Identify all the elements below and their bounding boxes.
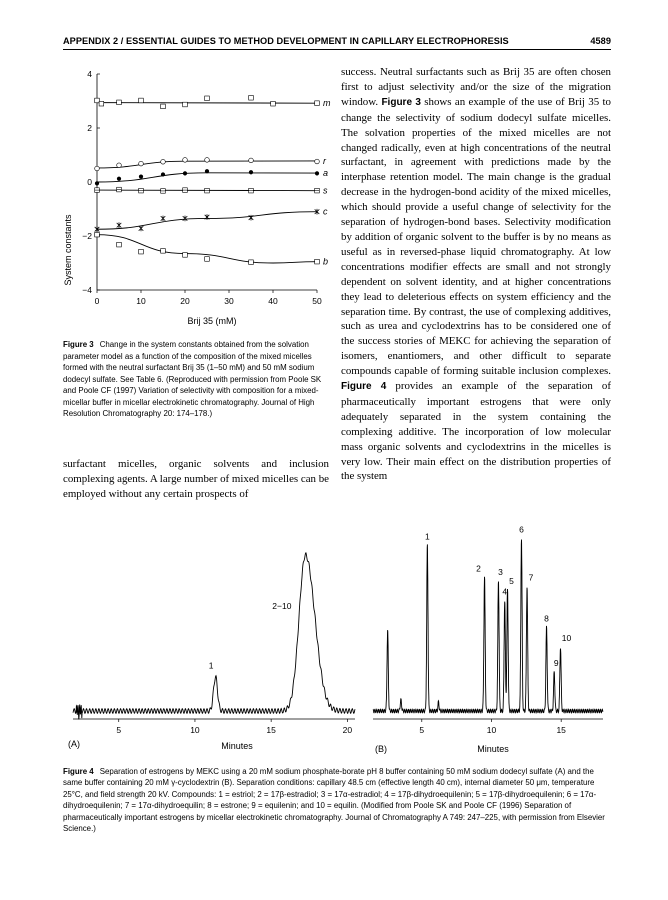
fig4b-peak-label: 9 bbox=[553, 657, 559, 668]
fig3-data-point bbox=[95, 181, 99, 185]
circle-marker bbox=[161, 159, 166, 164]
fig3-x-tick-label: 0 bbox=[94, 296, 100, 306]
left-column-text bbox=[63, 457, 329, 502]
circle-marker bbox=[249, 158, 254, 163]
fig3-series-label-b: b bbox=[323, 256, 329, 267]
figure4-caption-text: Separation of estrogens by MEKC using a 20 mM sodium phosphate-borate pH 8 buffer containing 50 mM sodium dodecyl sulfate (A) and the same buffer containing 20 mM γ-cyclodextrin (B). Separation conditions: capillary 48.5 cm (effective length 40 cm), internal diameter 50 μm, temperature 25°C, and field strength 20 kV. Compounds: 1 = estriol; 2 = 17β-estradiol; 3 = 17α-estradiol; 4 = 17β-dihydroequilenin; 5 = 17β-dihydroequilenin; 6 = 17α-dihydroequilenin; 7 = 17α-dihydroequilin; 8 = estrone; 9 = equilenin; and 10 = equilin. (Modified from Poole SK and Poole CF (1996) Separation of pharmaceutically important estrogens by micellar electrokinetic chromatography. Journal of Chromatography A 749: 247–225, with permission from Elsevier Science.) bbox=[63, 767, 605, 834]
square-marker bbox=[205, 96, 210, 101]
fig4a-peak-label: 1 bbox=[208, 660, 214, 671]
filled-circle-marker bbox=[139, 175, 143, 179]
fig3-data-point bbox=[183, 102, 188, 107]
fig3-data-point bbox=[117, 100, 122, 105]
figure4-reference[interactable]: Figure 4 bbox=[341, 381, 387, 393]
fig3-data-point bbox=[161, 189, 166, 194]
header-title: APPENDIX 2 / ESSENTIAL GUIDES TO METHOD DEVELOPMENT IN CAPILLARY ELECTROPHORESIS bbox=[63, 36, 509, 46]
circle-marker bbox=[315, 159, 320, 164]
fig3-data-point bbox=[249, 215, 254, 221]
fig4a-trace bbox=[73, 553, 355, 720]
fig3-data-point bbox=[205, 257, 210, 262]
fig3-data-point bbox=[183, 216, 188, 222]
fig3-data-point bbox=[315, 259, 320, 264]
fig3-data-point bbox=[117, 187, 122, 192]
square-marker bbox=[117, 100, 122, 105]
fig3-data-point bbox=[183, 253, 188, 258]
running-header bbox=[63, 36, 611, 50]
fig4b-peak-label: 10 bbox=[561, 632, 572, 643]
fig3-data-point bbox=[271, 101, 276, 106]
fig3-data-point bbox=[161, 159, 166, 164]
fig3-fit-line-m bbox=[97, 103, 317, 104]
fig4b-trace bbox=[373, 540, 603, 713]
square-marker bbox=[183, 102, 188, 107]
fig4b-x-tick-label: 15 bbox=[556, 725, 566, 735]
fig3-data-point bbox=[315, 188, 320, 193]
fig3-data-point bbox=[117, 177, 121, 181]
fig3-data-point bbox=[249, 158, 254, 163]
figure3-chart bbox=[55, 60, 345, 340]
fig3-data-point bbox=[183, 158, 188, 163]
square-marker bbox=[139, 249, 144, 254]
fig3-data-point bbox=[161, 249, 166, 254]
fig3-data-point bbox=[139, 98, 144, 103]
fig3-data-point bbox=[117, 222, 122, 228]
fig3-x-tick-label: 20 bbox=[180, 296, 190, 306]
paragraph-seg-1: success. Neutral surfactants such as Brij 35 are often chosen first to adjust selectivity and/or the size of the migration window. bbox=[341, 66, 611, 108]
figure4-caption bbox=[63, 766, 615, 834]
circle-marker bbox=[139, 161, 144, 166]
square-marker bbox=[117, 242, 122, 247]
fig3-data-point bbox=[161, 172, 165, 176]
fig3-data-point bbox=[315, 171, 319, 175]
fig4a-panel-label: (A) bbox=[68, 739, 80, 749]
fig3-data-point bbox=[95, 166, 100, 171]
star-marker bbox=[249, 215, 254, 221]
fig4a-peak-label: 2−10 bbox=[272, 601, 292, 611]
fig3-data-point bbox=[95, 232, 100, 237]
fig4b-peak-label: 3 bbox=[498, 567, 503, 578]
fig3-ylabel: System constants bbox=[63, 214, 73, 286]
fig3-x-tick-label: 40 bbox=[268, 296, 278, 306]
fig3-data-point bbox=[139, 188, 144, 193]
fig3-data-point bbox=[249, 188, 254, 193]
fig3-series-label-m: m bbox=[323, 98, 331, 109]
filled-circle-marker bbox=[205, 169, 209, 173]
fig3-data-point bbox=[139, 161, 144, 166]
fig3-data-point bbox=[249, 170, 253, 174]
square-marker bbox=[99, 101, 104, 106]
page-number: 4589 bbox=[590, 36, 611, 46]
fig3-series-label-r: r bbox=[323, 155, 326, 166]
fig3-series-label-c: c bbox=[323, 206, 328, 217]
star-marker bbox=[117, 222, 122, 228]
fig3-data-point bbox=[117, 242, 122, 247]
circle-marker bbox=[95, 166, 100, 171]
fig3-data-point bbox=[139, 226, 144, 232]
square-marker bbox=[249, 260, 254, 265]
fig4b-xlabel: Minutes bbox=[477, 744, 509, 754]
filled-circle-marker bbox=[183, 171, 187, 175]
fig3-data-point bbox=[183, 188, 188, 193]
circle-marker bbox=[205, 158, 210, 163]
fig3-y-tick-label: 0 bbox=[87, 177, 92, 187]
fig4a-x-tick-label: 5 bbox=[116, 725, 122, 735]
star-marker bbox=[161, 216, 166, 222]
fig4b-panel-label: (B) bbox=[375, 744, 387, 754]
fig4a-x-tick-label: 20 bbox=[342, 725, 353, 735]
fig3-data-point bbox=[139, 249, 144, 254]
fig3-y-tick-label: 4 bbox=[87, 69, 92, 79]
left-paragraph: surfactant micelles, organic solvents and inclusion complexing agents. A large number of mixed micelles can be employed without any certain prospects of bbox=[63, 458, 329, 500]
fig3-data-point bbox=[249, 95, 254, 100]
square-marker bbox=[315, 259, 320, 264]
fig4b-peak-label: 5 bbox=[509, 575, 514, 586]
filled-circle-marker bbox=[117, 177, 121, 181]
fig3-y-tick-label: 2 bbox=[87, 123, 92, 133]
square-marker bbox=[249, 95, 254, 100]
filled-circle-marker bbox=[161, 172, 165, 176]
paragraph-seg-2: shows an example of the use of Brij 35 to change the selectivity of sodium dodecyl sulfate micelles. The solvation properties of the mixed micelles are not changed radically, even at high concentrations of the neutral surfactant, in agreement with predictions made by the interphase retention model. The main change is the gradual decrease in the hydrogen-bond acidity of the mixed micelles, which should provide a useful change of selectivity for the separation of hydrogen-bond bases. Selectivity modification by addition of organic solvent to the buffer is by no means as useful as in reversed-phase liquid chromatography. At low concentrations modifier effects are small and not strongly dependent on solvent identity, and at higher concentrations they lead to deleterious effects on system efficiency and the separation time. By contrast, the use of complexing additives, such as urea and cyclodextrins has to be considered one of the success stories of MEKC for achieving the separation of isomers, enantiomers, and other difficult to separate compounds capable of forming suitable inclusion complexes. bbox=[341, 95, 611, 378]
square-marker bbox=[271, 101, 276, 106]
fig3-x-tick-label: 10 bbox=[136, 296, 146, 306]
fig4a-xlabel: Minutes bbox=[221, 741, 253, 751]
circle-marker bbox=[117, 163, 122, 168]
fig4b-peak-label: 2 bbox=[476, 563, 481, 574]
square-marker bbox=[95, 98, 100, 103]
fig3-data-point bbox=[205, 214, 210, 220]
circle-marker bbox=[183, 158, 188, 163]
fig3-y-tick-label: −4 bbox=[82, 285, 92, 295]
fig3-data-point bbox=[139, 175, 143, 179]
fig4b-peak-label: 7 bbox=[528, 572, 534, 583]
figure4-chart bbox=[55, 515, 615, 760]
fig3-series bbox=[95, 95, 331, 266]
fig3-series-label-s: s bbox=[323, 185, 328, 196]
fig3-data-point bbox=[315, 159, 320, 164]
filled-circle-marker bbox=[95, 181, 99, 185]
fig3-series-label-a: a bbox=[323, 168, 329, 179]
fig3-x-tick-label: 50 bbox=[312, 296, 322, 306]
fig4b-x-tick-label: 5 bbox=[419, 725, 425, 735]
electropherogram-b bbox=[373, 524, 603, 735]
square-marker bbox=[205, 257, 210, 262]
square-marker bbox=[183, 253, 188, 258]
fig3-data-point bbox=[95, 188, 100, 193]
star-marker bbox=[183, 216, 188, 222]
electropherogram-a bbox=[73, 553, 355, 735]
fig3-y-tick-label: −2 bbox=[82, 231, 92, 241]
fig3-data-point bbox=[205, 96, 210, 101]
figure3-label: Figure 3 bbox=[63, 340, 94, 349]
fig4b-peak-label: 1 bbox=[424, 531, 430, 542]
fig4b-x-tick-label: 10 bbox=[486, 725, 497, 735]
fig3-data-point bbox=[99, 101, 104, 106]
right-paragraph bbox=[341, 65, 611, 484]
fig4a-x-tick-label: 15 bbox=[266, 725, 276, 735]
fig3-fit-line-a bbox=[97, 173, 317, 182]
fig4a-x-tick-label: 10 bbox=[190, 725, 200, 735]
figure3-caption-text: Change in the system constants obtained from the solvation parameter model as a function of the composition of the mixed micelles formed with the neutral surfactant Brij 35 (1–50 mM) and 50 mM sodium dodecyl sulfate. See Table 6. (Reproduced with permission from Poole SK and Poole CF (1997) Variation of selectivity with composition for a mixed-micellar buffer in micellar electrokinetic chromatography. Journal of High Resolution Chromatography 20: 174–178.) bbox=[63, 340, 322, 418]
fig3-data-point bbox=[205, 169, 209, 173]
fig3-xlabel: Brij 35 (mM) bbox=[187, 316, 237, 326]
fig3-x-tick-label: 30 bbox=[224, 296, 234, 306]
fig3-data-point bbox=[205, 188, 210, 193]
fig3-data-point bbox=[249, 260, 254, 265]
figure3-caption bbox=[63, 339, 333, 420]
fig4b-peak-label: 6 bbox=[519, 524, 524, 535]
fig3-data-point bbox=[117, 163, 122, 168]
square-marker bbox=[161, 249, 166, 254]
fig3-data-point bbox=[205, 158, 210, 163]
square-marker bbox=[315, 101, 320, 106]
square-marker bbox=[95, 232, 100, 237]
figure3-reference[interactable]: Figure 3 bbox=[381, 96, 421, 108]
star-marker bbox=[139, 226, 144, 232]
fig4b-peak-label: 8 bbox=[544, 613, 549, 624]
fig3-data-point bbox=[161, 216, 166, 222]
square-marker bbox=[161, 104, 166, 109]
filled-circle-marker bbox=[315, 171, 319, 175]
fig4b-peak-label: 4 bbox=[502, 586, 508, 597]
fig3-data-point bbox=[183, 171, 187, 175]
fig3-data-point bbox=[161, 104, 166, 109]
star-marker bbox=[205, 214, 210, 220]
fig3-data-point bbox=[315, 101, 320, 106]
paragraph-seg-3: provides an example of the separation of pharmaceutically important estrogens that were only adequately separated in the system containing the complexing additive. The incorporation of low molecular mass organic solvents and cyclodextrins in the micelles is very low. Their main effect on the distribution properties of the system bbox=[341, 380, 611, 483]
filled-circle-marker bbox=[249, 170, 253, 174]
fig3-data-point bbox=[95, 98, 100, 103]
figure4-label: Figure 4 bbox=[63, 767, 94, 776]
square-marker bbox=[139, 98, 144, 103]
right-column-text bbox=[341, 65, 611, 484]
